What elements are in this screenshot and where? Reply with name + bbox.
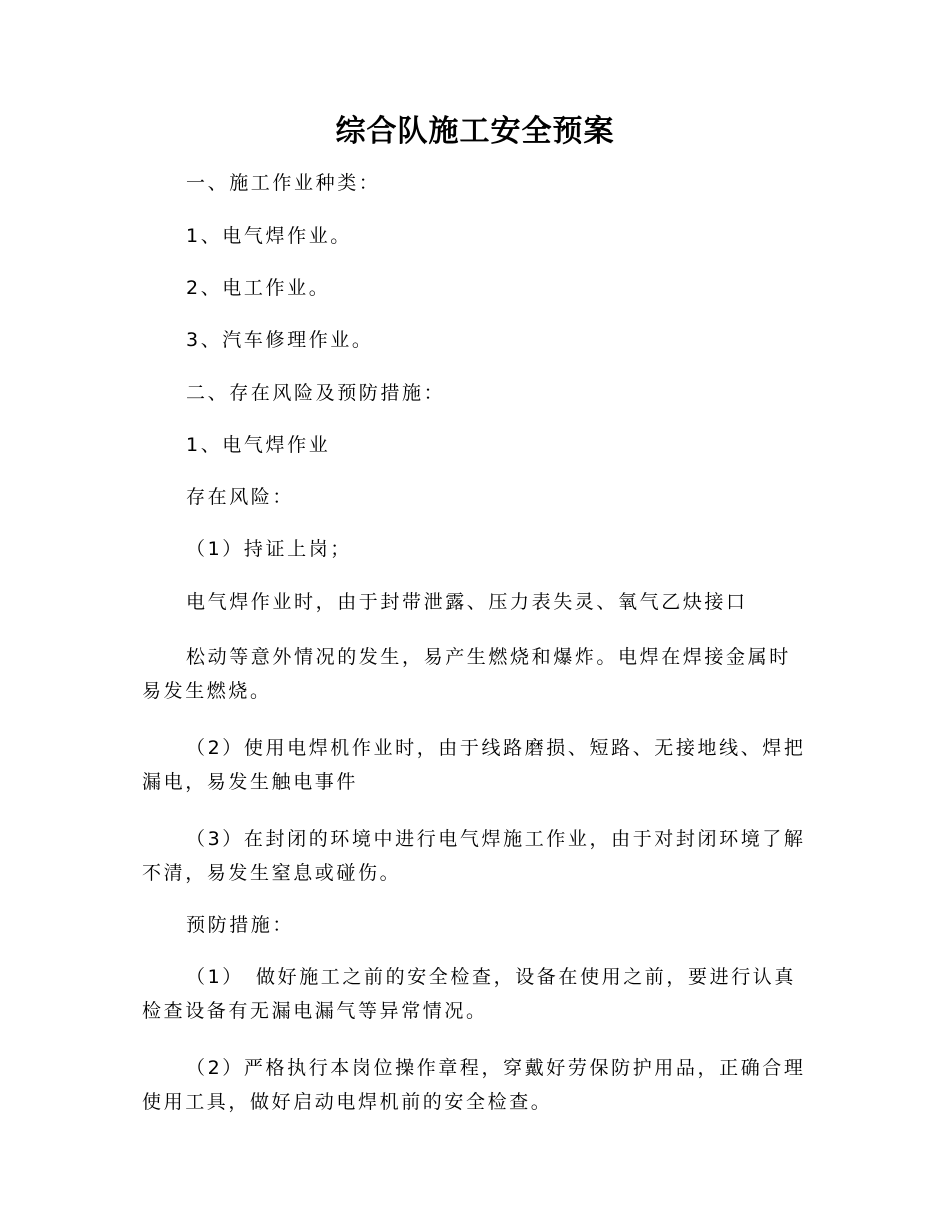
prevention-item-1: （1） 做好施工之前的安全检查，设备在使用之前，要进行认真检查设备有无漏电漏气等异常情况。 xyxy=(142,966,796,1022)
section-heading-work-types: 一、施工作业种类： xyxy=(186,172,381,194)
subsection-heading-welding: 1、电气焊作业 xyxy=(186,434,331,456)
section-heading-risks: 二、存在风险及预防措施： xyxy=(186,382,446,404)
risk-item-3: （3）在封闭的环境中进行电气焊施工作业，由于对封闭环境了解不清，易发生窒息或碰伤。 xyxy=(142,828,806,884)
risk-item-2: （2）使用电焊机作业时，由于线路磨损、短路、无接地线、焊把漏电，易发生触电事件 xyxy=(142,737,806,793)
prevention-item-2: （2）严格执行本岗位操作章程，穿戴好劳保防护用品，正确合理使用工具，做好启动电焊机前的安全检查。 xyxy=(142,1057,806,1113)
document-title: 综合队施工安全预案 xyxy=(335,114,615,149)
risk-item-1: （1）持证上岗； xyxy=(186,538,352,560)
prevention-label: 预防措施： xyxy=(186,914,295,936)
list-item-auto-repair: 3、汽车修理作业。 xyxy=(186,329,374,351)
list-item-electrician: 2、电工作业。 xyxy=(186,277,331,299)
risk-item-1-text: 电气焊作业时，由于封带泄露、压力表失灵、氧气乙炔接口 xyxy=(186,591,748,613)
risk-label: 存在风险： xyxy=(186,486,295,508)
risk-item-1-continuation: 松动等意外情况的发生，易产生燃烧和爆炸。电焊在焊接金属时易发生燃烧。 xyxy=(142,646,791,702)
list-item-welding: 1、电气焊作业。 xyxy=(186,225,352,247)
